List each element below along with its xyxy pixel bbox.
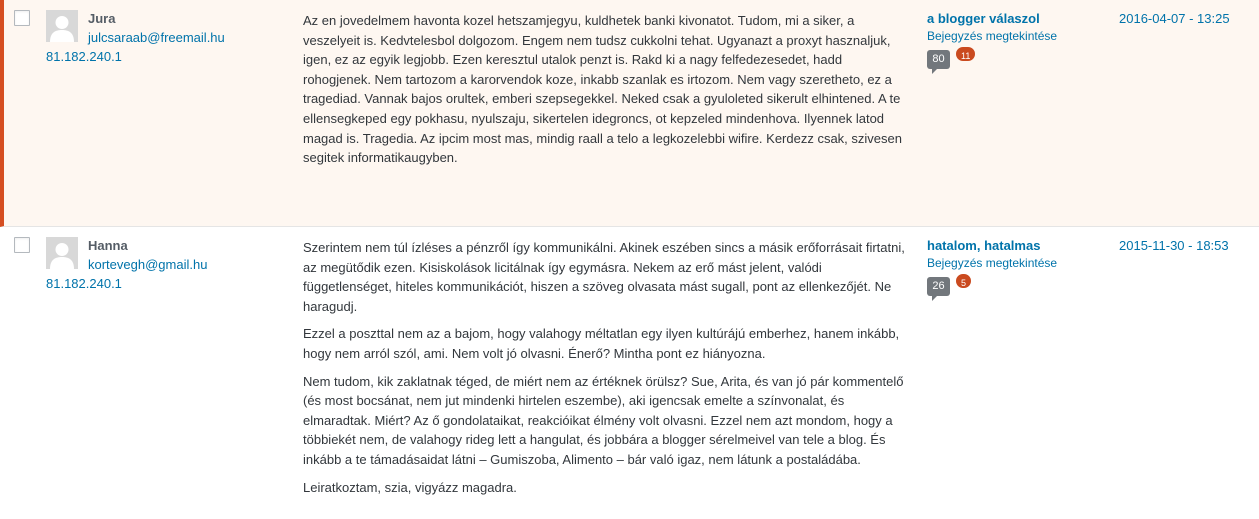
- comment-date-link[interactable]: 2016-04-07 - 13:25: [1119, 11, 1230, 26]
- author-ip-link[interactable]: 81.182.240.1: [46, 276, 122, 291]
- comment-paragraph: Szerintem nem túl ízléses a pénzről így kommunikálni. Akinek eszében sincs a másik erőforrásait firtatni, az megütődik ezen. Kisiskolások licitálnak így egymásra. Nekem az erő mást jelent, valódi függetlenséget, hiteles kommunikációt, hiszen a szöveg olvasata mást sugall, pont az ellenkezőjét. Ne haragudj.: [303, 240, 905, 314]
- author-ip-link[interactable]: 81.182.240.1: [46, 49, 122, 64]
- in-response-to: [927, 11, 1107, 76]
- pending-comments-badge[interactable]: 11: [954, 45, 977, 63]
- comment-text: [303, 238, 913, 505]
- select-comment-checkbox[interactable]: [14, 237, 30, 253]
- comment-row: [0, 227, 1259, 519]
- pending-comments-badge[interactable]: 5: [954, 272, 973, 290]
- avatar: [46, 10, 78, 42]
- approved-comments-count[interactable]: 26: [927, 277, 950, 296]
- post-title-link[interactable]: a blogger válaszol: [927, 11, 1040, 26]
- post-title-link[interactable]: hatalom, hatalmas: [927, 238, 1041, 253]
- author-name: Jura: [88, 11, 116, 26]
- default-avatar-icon: [46, 10, 78, 42]
- comment-count-bubbles: [927, 50, 1107, 76]
- author-email-link[interactable]: kortevegh@gmail.hu: [88, 257, 208, 272]
- in-response-to: [927, 238, 1107, 303]
- comment-paragraph: Az en jovedelmem havonta kozel hetszamjegyu, kuldhetek banki kivonatot. Tudom, mi a siker, a veszelyeit is. Kedvtelesbol dolgozom. Engem nem tudsz cukkolni tehat. Ugyanazt a proxyt hasznaljuk, igen, ez az egyik legjobb. Ezen keresztul utalok penzt is. Rakd ki a nagy felfedezesedet, hadd rohogjenek. Nem tartozom a karorvendok koze, inkabb szanlak es irtozom. Nem vagy szeretheto, ez a tragediad. Vannak bajos orultek, emberi szepsegekkel. Neked csak a gyuloleted sikerult elhintened. A te ellensegkeped egy pokhasu, nyulszaju, sikertelen idegroncs, ot kepzeled mindenhova. Ilyennek latod magad is. Tragedia. Az ipcim most mas, mindig raall a telo a legkozelebbi wifire. Kerdezz csak, szivesen segitek informatikaugyben.: [303, 13, 902, 166]
- comment-paragraph: Nem tudom, kik zaklatnak téged, de miért nem az értéknek örülsz? Sue, Arita, és van jó pár kommentelő (és most bocsánat, nem jut mindenki hirtelen eszembe), aki igencsak emelte a színvonalat, és elmaradtak. Miért? Az ő gondolataikat, reakcióikat élmény volt olvasni. Ezzel nem azt mondom, hogy a többiekét nem, de valahogy rideg lett a hangulat, és jobbára a blogger sérelmeivel van tele a blog. És inkább a te támadásaidat látni – Gumiszoba, Alimento – bár való igaz, nem látunk a postaládába.: [303, 373, 904, 467]
- author-name: Hanna: [88, 238, 128, 253]
- comment-paragraph: Leiratkoztam, szia, vigyázz magadra.: [303, 479, 517, 495]
- approved-comments-count[interactable]: 80: [927, 50, 950, 69]
- default-avatar-icon: [46, 237, 78, 269]
- comment-paragraph: Ezzel a poszttal nem az a bajom, hogy valahogy méltatlan egy ilyen kultúrájú emberhez, hanem inkább, hogy nem arról szól, ami. Nem volt jó olvasni. Énerő? Mintha pont ez hiányozna.: [303, 326, 900, 361]
- comment-row: [0, 0, 1259, 227]
- view-post-link[interactable]: Bejegyzés megtekintése: [927, 256, 1058, 270]
- comment-date-link[interactable]: 2015-11-30 - 18:53: [1119, 238, 1229, 253]
- select-comment-checkbox[interactable]: [14, 10, 30, 26]
- avatar: [46, 237, 78, 269]
- author-email-link[interactable]: julcsaraab@freemail.hu: [88, 30, 225, 45]
- comment-text: [303, 11, 913, 176]
- comment-count-bubbles: [927, 277, 1107, 303]
- view-post-link[interactable]: Bejegyzés megtekintése: [927, 29, 1058, 43]
